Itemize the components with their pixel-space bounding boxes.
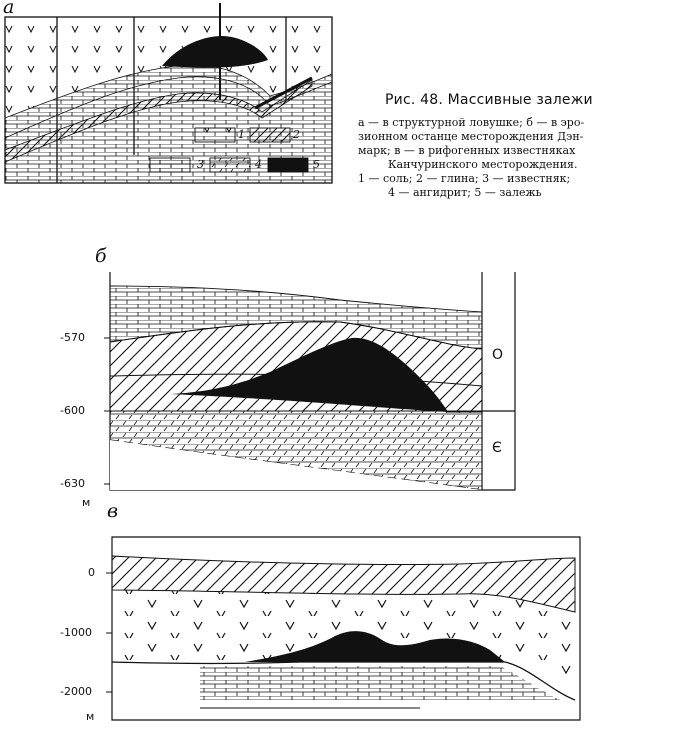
legend-2-num: 2 <box>293 128 300 141</box>
legend-3-num: 3 <box>197 158 204 171</box>
caption-line: 4 — ангидрит; 5 — залежь <box>388 186 542 199</box>
legend-5-swatch <box>268 158 308 172</box>
caption-line: 1 — соль; 2 — глина; 3 — известняк; <box>358 172 571 185</box>
legend-1-num: 1 <box>238 128 245 141</box>
panel-v-section <box>106 537 580 720</box>
legend-4-num: 4 <box>255 158 262 171</box>
caption-line: зионном останце месторождения Дэн- <box>358 130 584 143</box>
panel-v-limestone <box>200 666 560 700</box>
legend-4-swatch <box>210 158 250 172</box>
legend-5-num: 5 <box>313 158 320 171</box>
caption-title: Рис. 48. Массивные залежи <box>385 92 593 108</box>
panel-b-strat-upper: O <box>492 347 504 363</box>
panel-v-unit: м <box>86 710 95 723</box>
panel-b-tick-label: -630 <box>60 477 85 490</box>
caption-line: Канчуринского месторождения. <box>388 158 578 171</box>
panel-v-tick-label: -1000 <box>60 626 92 639</box>
legend-3-swatch <box>150 158 190 172</box>
panel-v-label: в <box>107 500 119 522</box>
panel-b-tick-label: -570 <box>60 331 85 344</box>
panel-b-tick-label: -600 <box>60 404 85 417</box>
caption-line: а — в структурной ловушке; б — в эро- <box>358 116 585 129</box>
panel-b-label: б <box>95 245 107 267</box>
panel-b-unit: м <box>82 496 91 509</box>
legend-1-swatch <box>195 128 235 142</box>
caption-line: марк; в — в рифогенных известняках <box>358 144 576 157</box>
panel-v-tick-label: 0 <box>88 566 95 579</box>
panel-a-label: а <box>3 0 15 18</box>
panel-b-strat-lower: Є <box>492 440 502 456</box>
caption-body <box>358 116 670 200</box>
panel-b-section <box>104 272 515 490</box>
panel-a-section <box>5 3 332 183</box>
legend-2-swatch <box>250 128 290 142</box>
panel-v-tick-label: -2000 <box>60 685 92 698</box>
